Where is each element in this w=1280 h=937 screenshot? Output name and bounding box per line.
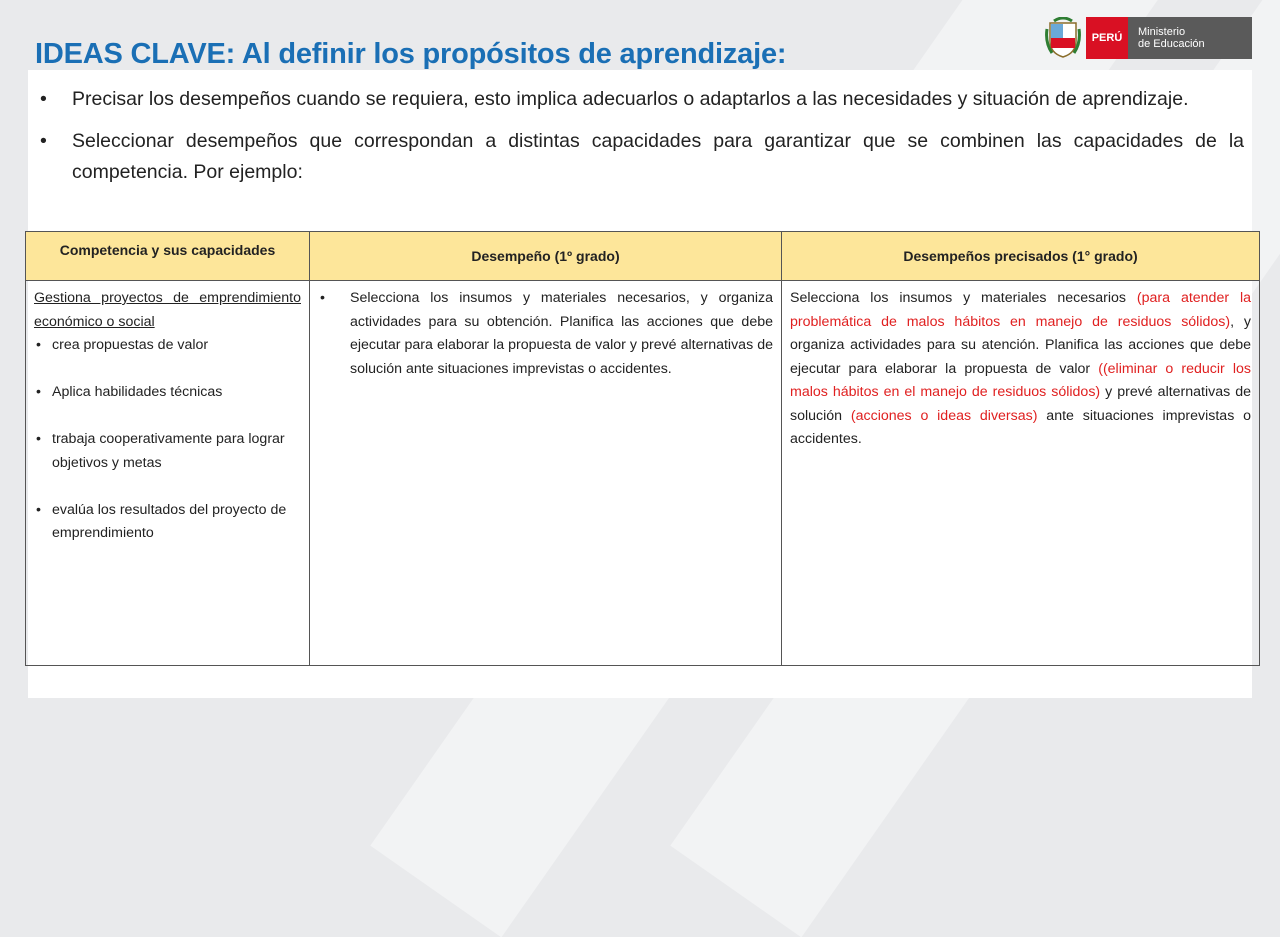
- table-header-row: [26, 232, 1260, 281]
- capacity-item: [34, 428, 301, 475]
- ministry-line-2: de Educación: [1138, 38, 1205, 50]
- competency-name: Gestiona proyectos de emprendimiento económico o social: [34, 290, 301, 330]
- peru-label: PERÚ: [1086, 17, 1128, 59]
- performance-cell: [310, 281, 782, 666]
- specified-text: ante situaciones imprevistas o accidentes.: [790, 407, 1252, 447]
- key-ideas-list: [40, 84, 1244, 199]
- capacity-text: crea propuestas de valor: [52, 337, 209, 353]
- capacity-item: [34, 381, 301, 405]
- specified-text: , y organiza actividades para su atención. Planifica las acciones que debe ejecutar para elaborar la propuesta de valor: [790, 313, 1251, 377]
- specified-text: y prevé alternativas de solución: [790, 384, 1251, 424]
- slide-title: IDEAS CLAVE: Al definir los propósitos de aprendizaje:: [35, 38, 787, 70]
- capacity-text: trabaja cooperativamente para lograr objetivos y metas: [52, 431, 285, 471]
- example-table: [25, 231, 1260, 666]
- key-idea-item: [40, 84, 1244, 115]
- table-row: [26, 281, 1260, 666]
- header-specified-performance: Desempeños precisados (1° grado): [782, 232, 1260, 281]
- header-competency: Competencia y sus capacidades: [26, 232, 310, 281]
- bullet-icon: •: [36, 337, 41, 353]
- capacities-list: [34, 334, 301, 546]
- capacity-text: Aplica habilidades técnicas: [52, 384, 223, 400]
- specified-performance-cell: [782, 281, 1260, 666]
- competency-cell: [26, 281, 310, 666]
- specified-text: Selecciona los insumos y materiales necesarios: [790, 290, 1137, 306]
- capacity-item: [34, 499, 301, 546]
- bullet-icon: •: [40, 130, 47, 152]
- performance-text: Selecciona los insumos y materiales necesarios, y organiza actividades para su obtención. Planifica las acciones que debe ejecutar para elaborar la propuesta de valor y prevé alternativas de solución ante situaciones imprevistas o accidentes.: [350, 290, 773, 377]
- bullet-icon: •: [36, 501, 41, 518]
- capacity-item: [34, 334, 301, 358]
- bullet-icon: •: [40, 88, 47, 110]
- header-performance: Desempeño (1º grado): [310, 232, 782, 281]
- capacity-text: evalúa los resultados del proyecto de emprendimiento: [52, 501, 287, 541]
- highlight-text: ((eliminar o reducir los malos hábitos en el manejo de residuos sólidos): [790, 360, 1251, 400]
- bullet-icon: •: [36, 384, 41, 400]
- minedu-logo: [1044, 17, 1252, 59]
- performance-list: [318, 287, 773, 381]
- bullet-icon: •: [36, 431, 41, 447]
- key-idea-text: Precisar los desempeños cuando se requiera, esto implica adecuarlos o adaptarlos a las necesidades y situación de aprendizaje.: [72, 88, 1189, 110]
- ministry-label: [1128, 17, 1252, 59]
- ministry-line-1: Ministerio: [1138, 26, 1186, 38]
- highlight-text: (para atender la problemática de malos hábitos en manejo de residuos sólidos): [790, 290, 1252, 330]
- peru-coat-of-arms-icon: [1044, 17, 1082, 59]
- highlight-text: (acciones o ideas diversas): [850, 407, 1038, 424]
- key-idea-text: Seleccionar desempeños que correspondan a distintas capacidades para garantizar que se combinen las capacidades de la competencia. Por ejemplo:: [72, 130, 1244, 183]
- bullet-icon: •: [320, 290, 325, 306]
- key-idea-item: [40, 126, 1244, 188]
- performance-item: [318, 287, 773, 381]
